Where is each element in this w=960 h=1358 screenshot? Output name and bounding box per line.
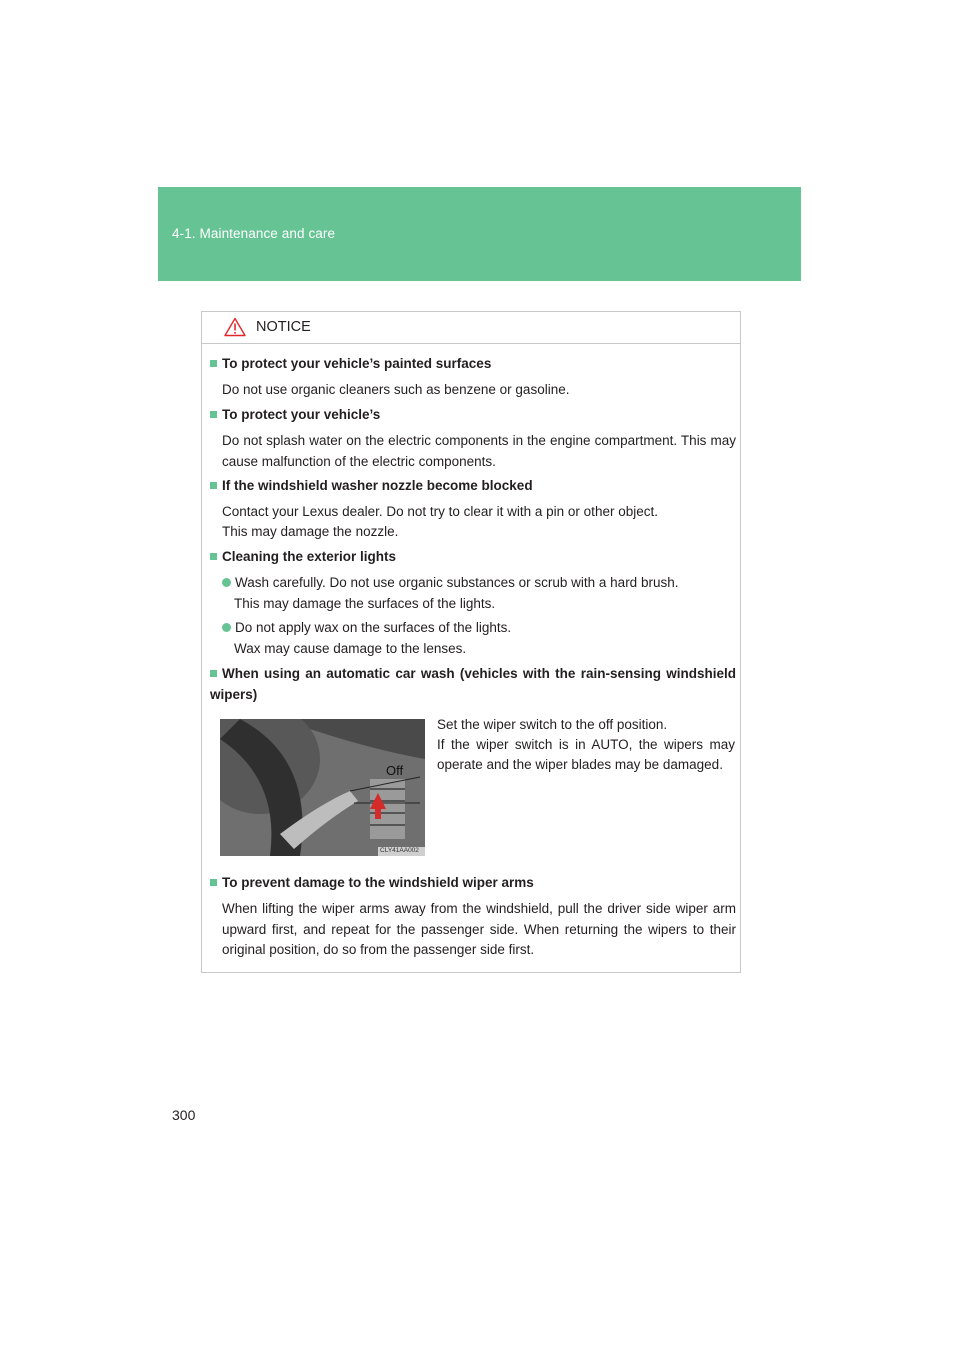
wiper-switch-illustration (220, 719, 425, 856)
heading-text: To protect your vehicle’s (222, 407, 381, 422)
bullet-wash-carefully (222, 573, 722, 614)
heading-painted-surfaces (210, 354, 736, 374)
bullet-line: Wash carefully. Do not use organic substances or scrub with a hard brush. (235, 575, 679, 590)
text-painted-surfaces: Do not use organic cleaners such as benzene or gasoline. (222, 382, 570, 397)
bullet-line: Wax may cause damage to the lenses. (234, 640, 467, 656)
section-title: 4-1. Maintenance and care (172, 226, 336, 241)
heading-exterior-lights (210, 547, 736, 567)
wiper-switch-photo (220, 719, 425, 856)
square-bullet-icon (210, 670, 217, 677)
car-wash-text (437, 715, 735, 775)
off-label: Off (386, 763, 404, 778)
heading-text: When using an automatic car wash (vehicles with the rain-sensing windshield wipers) (210, 666, 736, 702)
square-bullet-icon (210, 360, 217, 367)
bullet-no-wax (222, 618, 722, 659)
page-number: 300 (172, 1107, 196, 1123)
heading-text: If the windshield washer nozzle become blocked (222, 478, 533, 493)
notice-label: NOTICE (256, 319, 311, 335)
image-code: CLY41AA002 (380, 847, 419, 854)
text-wiper-arms: When lifting the wiper arms away from the windshield, pull the driver side wiper arm upward first, and repeat for the passenger side. When returning the wipers to their original position, do so from the passenger side first. (222, 901, 736, 957)
circle-bullet-icon (222, 623, 231, 632)
car-wash-text-rest: If the wiper switch is in AUTO, the wipers may operate and the wiper blades may be damaged. (437, 737, 735, 772)
text-nozzle-line1: Contact your Lexus dealer. Do not try to clear it with a pin or other object. (222, 504, 658, 519)
heading-text: To protect your vehicle’s painted surfaces (222, 356, 492, 371)
text-nozzle-line2: This may damage the nozzle. (222, 524, 399, 539)
car-wash-text-line1: Set the wiper switch to the off position. (437, 717, 668, 732)
square-bullet-icon (210, 482, 217, 489)
square-bullet-icon (210, 553, 217, 560)
heading-text: Cleaning the exterior lights (222, 549, 397, 564)
text-vehicle: Do not splash water on the electric components in the engine compartment. This may cause malfunction of the electric components. (222, 433, 736, 469)
heading-vehicle (210, 405, 736, 425)
heading-wiper-arms (210, 873, 736, 893)
square-bullet-icon (210, 411, 217, 418)
square-bullet-icon (210, 879, 217, 886)
heading-text: To prevent damage to the windshield wiper arms (222, 875, 534, 890)
bullet-line: Do not apply wax on the surfaces of the lights. (235, 620, 512, 635)
bullet-line: This may damage the surfaces of the lights. (234, 595, 496, 611)
warning-triangle-icon (224, 317, 246, 337)
heading-car-wash (210, 663, 736, 705)
circle-bullet-icon (222, 578, 231, 587)
heading-nozzle (210, 476, 736, 496)
notice-header (202, 312, 740, 344)
